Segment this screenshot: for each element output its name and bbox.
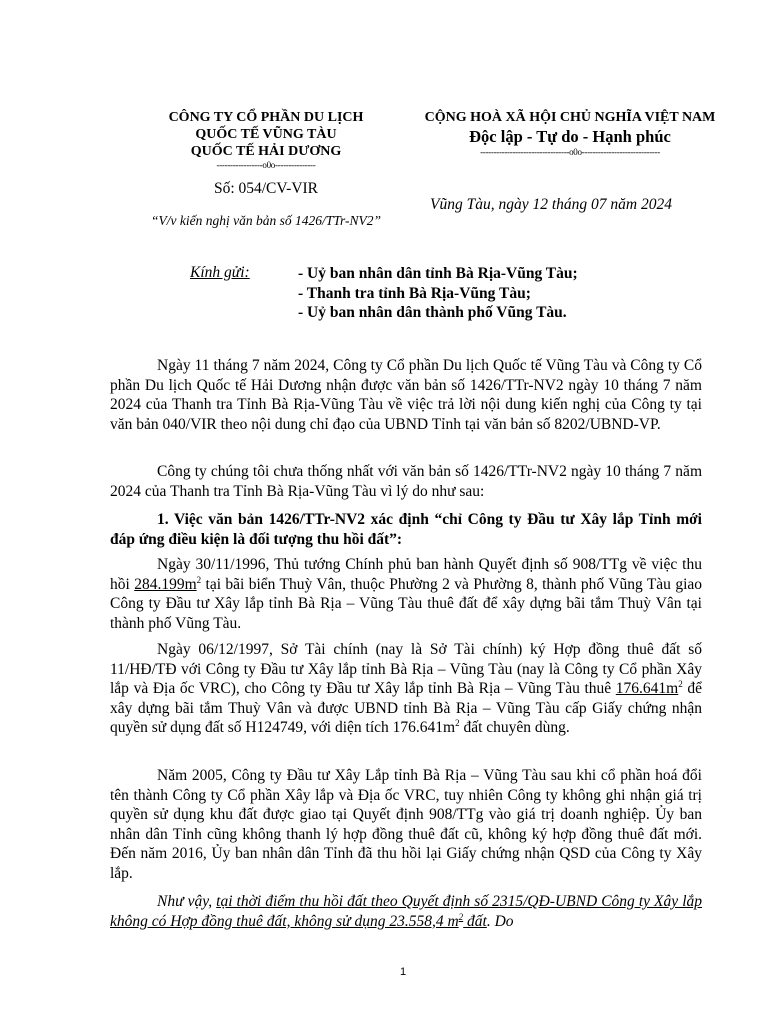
section-heading-1: 1. Việc văn bản 1426/TTr-NV2 xác định “chỉ Công ty Đầu tư Xây lắp Tỉnh mới đáp ứng điều kiện là đối tượng thu hồi đất”: — [110, 511, 702, 548]
paragraph-3: Ngày 30/11/1996, Thủ tướng Chính phủ ban hành Quyết định số 908/TTg về việc thu hồi $284.199m^2$ tại bãi biển Thuỳ Vân, thuộc Phường 2 và Phường 8, thành phố Vũng Tàu giao Công ty Đầu tư Xây lắp tỉnh Bà Rịa – Vũng Tàu thuê đất để xây dựng bãi tắm Thuỳ Vân tại thành phố Vũng Tàu. — [110, 556, 703, 632]
country-motto: Độc lập - Tự do - Hạnh phúc — [469, 127, 671, 146]
page-number: 1 — [400, 966, 407, 978]
recipient-item: - Thanh tra tỉnh Bà Rịa-Vũng Tàu; — [298, 284, 531, 302]
company-name-line1: CÔNG TY CỔ PHẦN DU LỊCH — [168, 110, 364, 125]
document-subject: “V/v kiến nghị văn bản số 1426/TTr-NV2” — [151, 213, 381, 228]
paragraph-4: Ngày 06/12/1997, Sở Tài chính (nay là Sở Tài chính) ký Hợp đồng thuê đất số 11/HĐ/TĐ với Công ty Đầu tư Xây lắp tỉnh Bà Rịa – Vũng Tàu (nay là Công ty Cổ phần Xây lắp và Địa ốc VRC), cho Công ty Đầu tư Xây lắp tỉnh Bà Rịa – Vũng Tàu thuê $176.641m^2$ để xây dựng bãi tắm Thuỳ Vân và được UBND tỉnh Bà Rịa – Vũng Tàu cấp Giấy chứng nhận quyền sử dụng đất số H124749, với diện tích $176.641m^2$ đất chuyên dùng. — [110, 641, 702, 737]
place-date: Vũng Tàu, ngày 12 tháng 07 năm 2024 — [430, 196, 672, 213]
company-divider: -----------------o0o--------------- — [216, 160, 316, 170]
company-name-line3: QUỐC TẾ HẢI DƯƠNG — [190, 144, 342, 159]
country-divider: ---------------------------------o0o----------------------------- — [480, 147, 660, 157]
recipients-label: Kính gửi: — [190, 264, 250, 281]
paragraph-1: Ngày 11 tháng 7 năm 2024, Công ty Cổ phần Du lịch Quốc tế Vũng Tàu và Công ty Cổ phần Du lịch Quốc tế Hải Dương nhận được văn bản số 1426/TTr-NV2 ngày 10 tháng 7 năm 2024 của Thanh tra Tỉnh Bà Rịa-Vũng Tàu về việc trả lời nội dung kiến nghị của Công ty tại văn bản 040/VIR theo nội dung chỉ đạo của UBND Tỉnh tại văn bản số 8202/UBND-VP. — [110, 357, 702, 433]
recipients-list — [298, 264, 578, 323]
company-name-line2: QUỐC TẾ VŨNG TÀU — [195, 127, 337, 142]
recipient-item: - Uỷ ban nhân dân thành phố Vũng Tàu. — [298, 304, 567, 321]
paragraph-6: Như vậy, tại thời điểm thu hồi đất theo Quyết định số 2315/QĐ-UBND Công ty Xây lắp không có Hợp đồng thuê đất, không sử dụng 23.558,4 $m^2$ đất. Do — [110, 893, 702, 930]
recipient-item: - Uỷ ban nhân dân tỉnh Bà Rịa-Vũng Tàu; — [298, 265, 578, 282]
paragraph-2: Công ty chúng tôi chưa thống nhất với văn bản số 1426/TTr-NV2 ngày 10 tháng 7 năm 2024 của Thanh tra Tỉnh Bà Rịa-Vũng Tàu vì lý do như sau: — [110, 463, 702, 500]
country-block — [400, 109, 740, 157]
document-number: Số: 054/CV-VIR — [213, 180, 319, 197]
paragraph-5: Năm 2005, Công ty Đầu tư Xây Lắp tỉnh Bà Rịa – Vũng Tàu sau khi cổ phần hoá đổi tên thành Công ty Cổ phần Xây lắp và Địa ốc VRC, tuy nhiên Công ty không ghi nhận giá trị quyền sử dụng khu đất được giao tại Quyết định 908/TTg vào giá trị doanh nghiệp. Ủy ban nhân dân Tỉnh cũng không thanh lý hợp đồng thuê đất cũ, không ký hợp đồng thuê đất mới. Đến năm 2016, Ủy ban nhân dân Tỉnh đã thu hồi lại Giấy chứng nhận QSD của Công ty Xây lắp. — [110, 767, 702, 882]
area-value: 176.641m — [615, 680, 679, 698]
company-block — [108, 109, 424, 170]
area-value: 284.199m — [134, 575, 197, 593]
country-name: CỘNG HOÀ XÃ HỘI CHỦ NGHĨA VIỆT NAM — [424, 110, 716, 125]
